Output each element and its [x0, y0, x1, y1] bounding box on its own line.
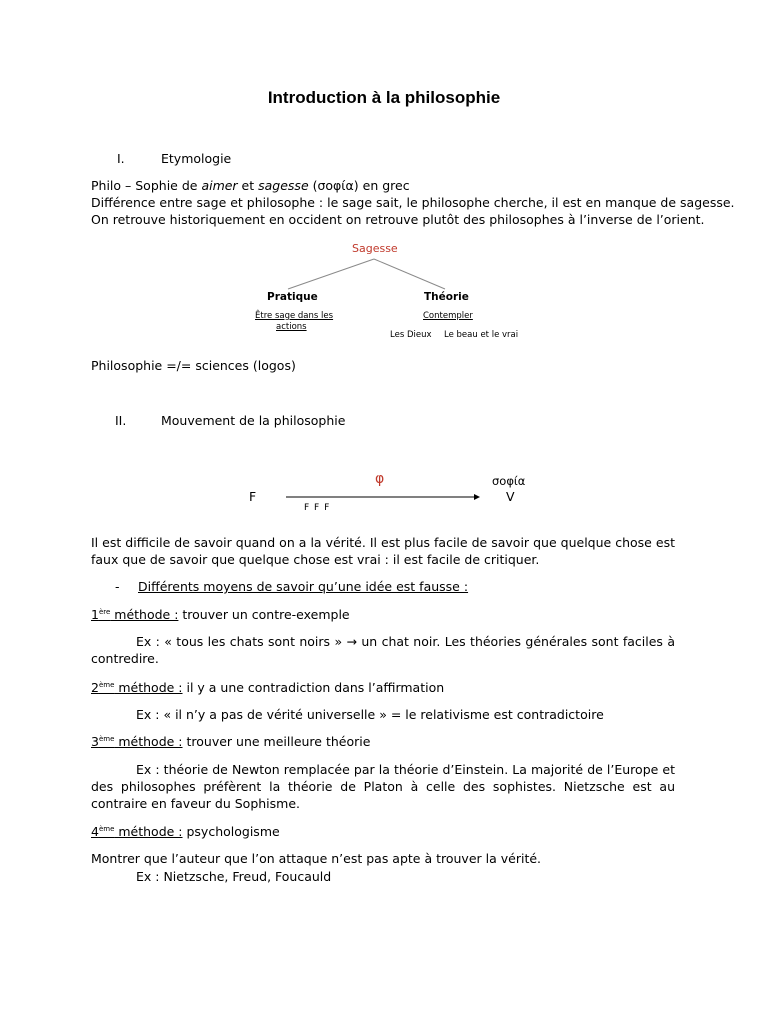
pratique-node: Pratique: [267, 291, 318, 303]
method-3-label: 3ème méthode :: [91, 734, 183, 749]
theorie-node: Théorie: [424, 291, 469, 303]
difference-line: Différence entre sage et philosophe : le sage sait, le philosophe cherche, il est en manque de sagesse.: [91, 195, 735, 210]
method-1-text: trouver un contre-exemple: [178, 607, 350, 622]
method-3-text: trouver une meilleure théorie: [182, 734, 371, 749]
psychologisme-example: Ex : Nietzsche, Freud, Foucauld: [136, 869, 332, 884]
historical-line: On retrouve historiquement en occident on retrouve plutôt des philosophes à l’inverse de l’orient.: [91, 212, 705, 227]
etymology-sagesse: sagesse: [258, 178, 309, 193]
method-3-line: [91, 733, 370, 750]
bullet-marker: -: [115, 579, 120, 594]
f-to-v-arrowhead: [474, 494, 480, 500]
method-2-label: 2ème méthode :: [91, 680, 183, 695]
phi-symbol: φ: [375, 471, 385, 487]
etymology-text-a: Philo – Sophie de: [91, 178, 202, 193]
method-1-label: 1ère méthode :: [91, 607, 179, 622]
v-label: V: [506, 489, 515, 504]
sagesse-node: Sagesse: [352, 242, 398, 255]
difficulty-paragraph: Il est difficile de savoir quand on a la vérité. Il est plus facile de savoir que quelque chose est faux que de savoir que quelque chose est vrai : il est facile de critiquer.: [91, 535, 675, 567]
section-1-heading: Etymologie: [161, 151, 232, 166]
etymology-aimer: aimer: [201, 178, 238, 193]
section-2-heading: Mouvement de la philosophie: [161, 413, 346, 428]
method-2-example: Ex : « il n’y a pas de vérité universelle » = le relativisme est contradictoire: [136, 707, 604, 722]
philosophie-sciences-line: Philosophie =/= sciences (logos): [91, 358, 296, 373]
beau-vrai-leaf: Le beau et le vrai: [444, 330, 519, 340]
psychologisme-line: Montrer que l’auteur que l’on attaque n’est pas apte à trouver la vérité.: [91, 851, 542, 866]
method-2-line: [91, 679, 444, 696]
sophia-label: σοφία: [492, 474, 526, 488]
method-1-example: Ex : « tous les chats sont noirs » → un chat noir. Les théories générales sont faciles à contredire.: [91, 634, 675, 666]
method-3-example: Ex : théorie de Newton remplacée par la théorie d’Einstein. La majorité de l’Europe et des philosophes préfèrent la théorie de Platon à celle des sophistes. Nietzsche est au contraire en faveur du Sophisme.: [91, 762, 675, 811]
method-4-line: [91, 823, 280, 840]
sagesse-to-theorie-line: [374, 259, 445, 289]
pratique-sub-line-1: Être sage dans les: [255, 311, 334, 321]
etymology-text-e: (σοφία) en grec: [308, 178, 410, 193]
method-1-line: [91, 606, 350, 623]
pratique-sub-line-2: actions: [276, 322, 307, 332]
fff-label: F F F: [304, 503, 331, 513]
sagesse-to-pratique-line: [288, 259, 374, 289]
bullet-heading: Différents moyens de savoir qu’une idée est fausse :: [138, 579, 469, 594]
section-2-numeral: II.: [115, 413, 127, 428]
f-label: F: [249, 489, 257, 504]
section-1-numeral: I.: [117, 151, 125, 166]
method-4-label: 4ème méthode :: [91, 824, 183, 839]
method-4-text: psychologisme: [182, 824, 280, 839]
theorie-sub: Contempler: [423, 311, 473, 321]
etymology-text-c: et: [237, 178, 259, 193]
page-title: Introduction à la philosophie: [267, 88, 501, 107]
les-dieux-leaf: Les Dieux: [390, 330, 432, 340]
method-2-text: il y a une contradiction dans l’affirmation: [182, 680, 445, 695]
